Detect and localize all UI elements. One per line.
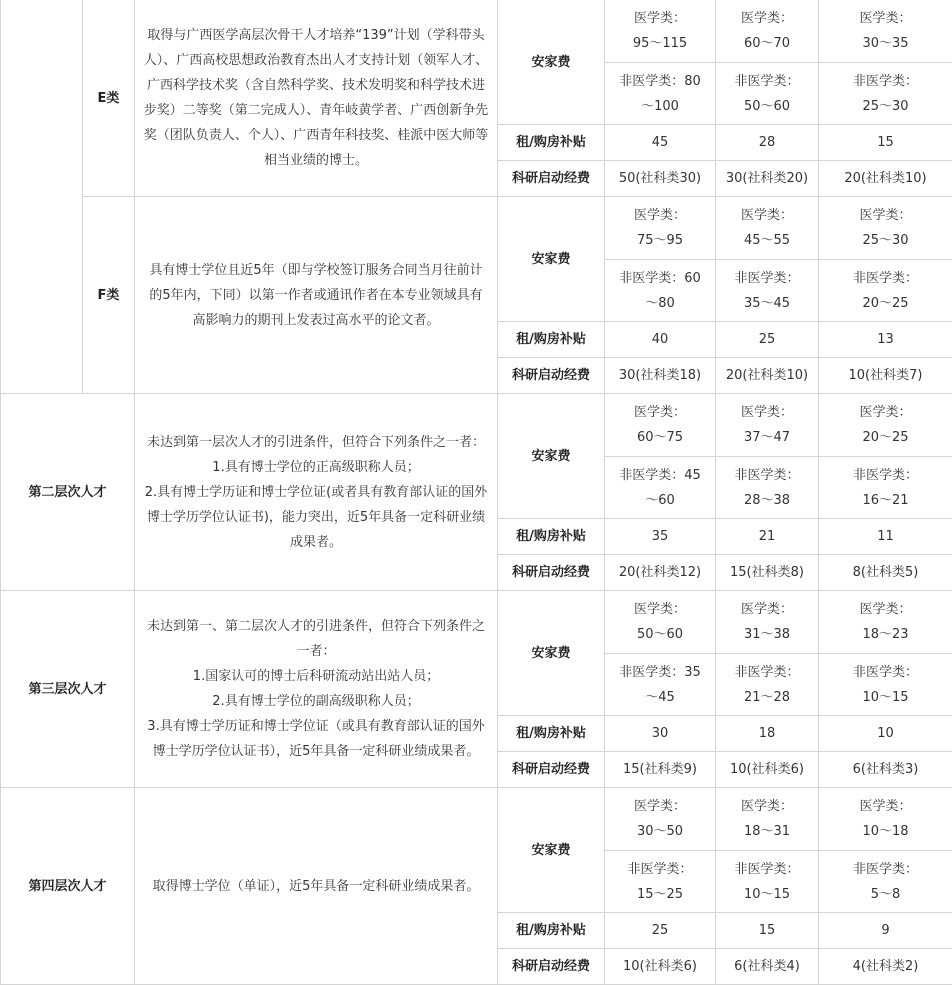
nonmed-value-cell: 非医学类：60 ～80	[605, 260, 716, 322]
research-value: 20(社科类12)	[605, 555, 716, 591]
housing-value: 13	[819, 322, 952, 358]
research-value: 6(社科类3)	[819, 752, 952, 788]
med-value-cell: 医学类： 18～31	[716, 788, 819, 851]
housing-value: 15	[716, 913, 819, 949]
housing-label-E: 租/购房补贴	[498, 125, 605, 161]
level-three-label: 第三层次人才	[1, 591, 135, 788]
research-label-level-three: 科研启动经费	[498, 752, 605, 788]
med-value-cell: 医学类： 95～115	[605, 0, 716, 63]
settle-label-E: 安家费	[498, 0, 605, 125]
research-value: 15(社科类8)	[716, 555, 819, 591]
housing-label-F: 租/购房补贴	[498, 322, 605, 358]
med-value-cell: 医学类： 30～35	[819, 0, 952, 63]
nonmed-value-cell: 非医学类： 50～60	[716, 63, 819, 125]
nonmed-value-cell: 非医学类： 16～21	[819, 457, 952, 519]
research-value: 20(社科类10)	[819, 161, 952, 197]
nonmed-value-cell: 非医学类：80 ～100	[605, 63, 716, 125]
settle-label-F: 安家费	[498, 197, 605, 322]
housing-value: 28	[716, 125, 819, 161]
med-value-cell: 医学类： 10～18	[819, 788, 952, 851]
condition-F: 具有博士学位且近5年（即与学校签订服务合同当月往前计的5年内，下同）以第一作者或通讯作者在本专业领域具有高影响力的期刊上发表过高水平的论文者。	[135, 197, 498, 394]
research-value: 30(社科类20)	[716, 161, 819, 197]
housing-value: 18	[716, 716, 819, 752]
condition-E: 取得与广西医学高层次骨干人才培养“139”计划（学科带头人）、广西高校思想政治教育杰出人才支持计划（领军人才、广西科学技术奖（含自然科学奖、技术发明奖和科学技术进步奖）二等奖（第二完成人）、青年岐黄学者、广西创新争先奖（团队负责人、个人）、广西青年科技奖、桂派中医大师等相当业绩的博士。	[135, 0, 498, 197]
condition-level-two: 未达到第一层次人才的引进条件，但符合下列条件之一者： 1.具有博士学位的正高级职称人员； 2.具有博士学历证和博士学位证(或者具有教育部认证的国外博士学历学位认证书)，能力突出，近5年具备一定科研业绩成果者。	[135, 394, 498, 591]
nonmed-value-cell: 非医学类： 28～38	[716, 457, 819, 519]
housing-value: 21	[716, 519, 819, 555]
med-value-cell: 医学类： 20～25	[819, 394, 952, 457]
condition-level-four: 取得博士学位（单证），近5年具备一定科研业绩成果者。	[135, 788, 498, 985]
settle-label-level-two: 安家费	[498, 394, 605, 519]
research-label-F: 科研启动经费	[498, 358, 605, 394]
nonmed-value-cell: 非医学类： 15～25	[605, 851, 716, 913]
med-value-cell: 医学类： 37～47	[716, 394, 819, 457]
settle-label-level-three: 安家费	[498, 591, 605, 716]
nonmed-value-cell: 非医学类： 25～30	[819, 63, 952, 125]
med-value-cell: 医学类： 30～50	[605, 788, 716, 851]
level-four-label: 第四层次人才	[1, 788, 135, 985]
research-value: 8(社科类5)	[819, 555, 952, 591]
subcategory-E: E类	[83, 0, 135, 197]
housing-value: 9	[819, 913, 952, 949]
med-value-cell: 医学类： 45～55	[716, 197, 819, 260]
level-two-label: 第二层次人才	[1, 394, 135, 591]
research-label-level-two: 科研启动经费	[498, 555, 605, 591]
housing-value: 11	[819, 519, 952, 555]
housing-value: 25	[605, 913, 716, 949]
nonmed-value-cell: 非医学类： 35～45	[716, 260, 819, 322]
housing-value: 40	[605, 322, 716, 358]
med-value-cell: 医学类： 50～60	[605, 591, 716, 654]
housing-label-level-four: 租/购房补贴	[498, 913, 605, 949]
research-value: 10(社科类6)	[716, 752, 819, 788]
med-value-cell: 医学类： 18～23	[819, 591, 952, 654]
nonmed-value-cell: 非医学类：35 ～45	[605, 654, 716, 716]
research-value: 15(社科类9)	[605, 752, 716, 788]
housing-label-level-three: 租/购房补贴	[498, 716, 605, 752]
med-value-cell: 医学类： 75～95	[605, 197, 716, 260]
housing-value: 35	[605, 519, 716, 555]
settle-label-level-four: 安家费	[498, 788, 605, 913]
nonmed-value-cell: 非医学类：45 ～60	[605, 457, 716, 519]
subcategory-F: F类	[83, 197, 135, 394]
nonmed-value-cell: 非医学类： 10～15	[819, 654, 952, 716]
housing-label-level-two: 租/购房补贴	[498, 519, 605, 555]
research-label-E: 科研启动经费	[498, 161, 605, 197]
housing-value: 15	[819, 125, 952, 161]
housing-value: 30	[605, 716, 716, 752]
housing-value: 25	[716, 322, 819, 358]
condition-level-three: 未达到第一、第二层次人才的引进条件，但符合下列条件之一者： 1.国家认可的博士后科研流动站出站人员； 2.具有博士学位的副高级职称人员； 3.具有博士学历证和博士学位证（或具有教育部认证的国外博士学历学位认证书），近5年具备一定科研业绩成果者。	[135, 591, 498, 788]
med-value-cell: 医学类： 31～38	[716, 591, 819, 654]
research-value: 10(社科类7)	[819, 358, 952, 394]
med-value-cell: 医学类： 25～30	[819, 197, 952, 260]
housing-value: 10	[819, 716, 952, 752]
research-value: 50(社科类30)	[605, 161, 716, 197]
nonmed-value-cell: 非医学类： 21～28	[716, 654, 819, 716]
research-value: 30(社科类18)	[605, 358, 716, 394]
med-value-cell: 医学类： 60～75	[605, 394, 716, 457]
housing-value: 45	[605, 125, 716, 161]
nonmed-value-cell: 非医学类： 20～25	[819, 260, 952, 322]
research-label-level-four: 科研启动经费	[498, 949, 605, 985]
nonmed-value-cell: 非医学类： 5～8	[819, 851, 952, 913]
research-value: 6(社科类4)	[716, 949, 819, 985]
nonmed-value-cell: 非医学类： 10～15	[716, 851, 819, 913]
research-value: 10(社科类6)	[605, 949, 716, 985]
level-one-cell-blank	[1, 0, 83, 394]
research-value: 4(社科类2)	[819, 949, 952, 985]
research-value: 20(社科类10)	[716, 358, 819, 394]
med-value-cell: 医学类： 60～70	[716, 0, 819, 63]
